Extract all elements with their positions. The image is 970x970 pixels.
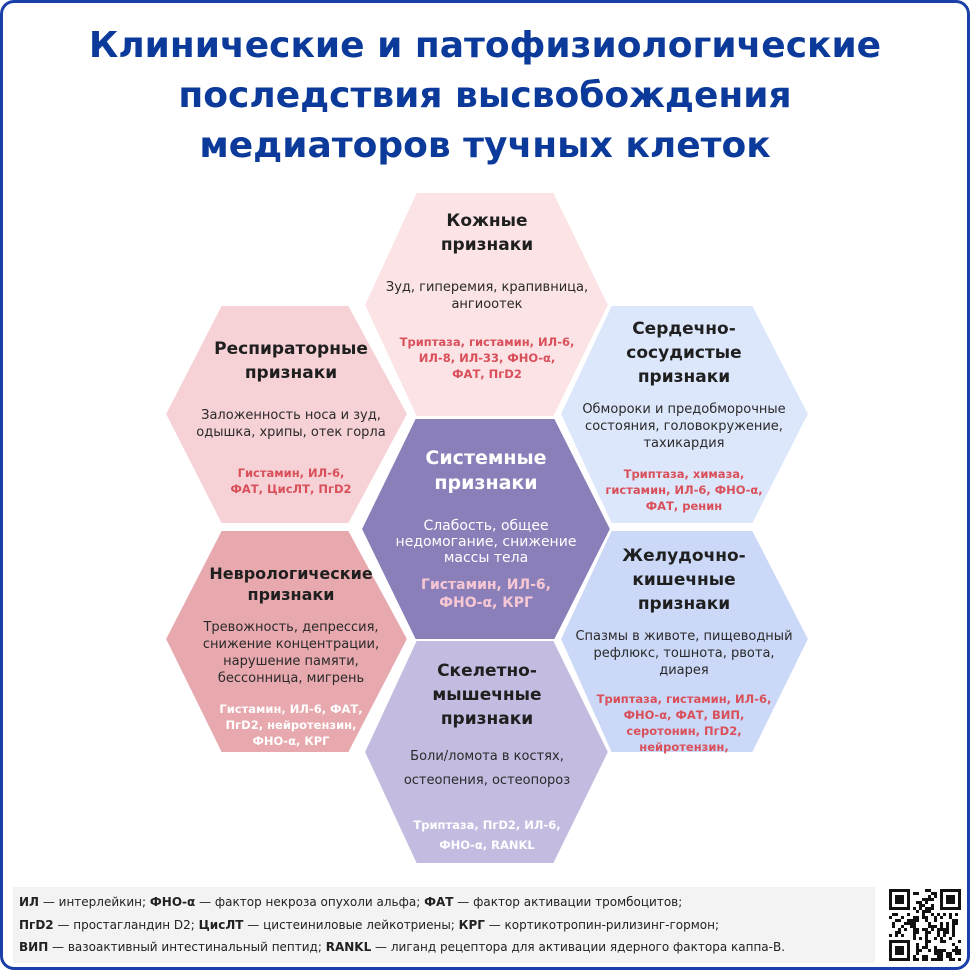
glossary-definition: — кортикотропин-рилизинг-гормон; (484, 918, 719, 932)
neuro-med-1: Гистамин, ИЛ-6, ФАТ, (219, 702, 363, 716)
glossary-definition: — фактор некроза опухоли альфа; (195, 895, 425, 909)
systemic-title-2: признаки (434, 472, 538, 494)
gi-med-2: ФНО-α, ФАТ, ВИП, (623, 708, 745, 722)
neuro-med-2: ПгD2, нейротензин, (225, 718, 357, 732)
neuro-med-3: ФНО-α, КРГ (252, 734, 330, 748)
glossary-definition: — вазоактивный интестинальный пептид; (48, 940, 326, 954)
glossary-definition: — фактор активации тромбоцитов; (453, 895, 683, 909)
respiratory-med-2: ФАТ, ЦисЛТ, ПгD2 (230, 482, 352, 496)
respiratory-desc-1: Заложенность носа и зуд, (201, 408, 381, 423)
glossary-abbr: RANKL (325, 940, 372, 954)
musculo-title-3: признаки (440, 709, 534, 729)
qr-code-icon[interactable] (889, 889, 961, 961)
systemic-title-1: Системные (425, 447, 547, 469)
glossary-definition: — простагландин D2; (53, 918, 199, 932)
glossary-definition: — лиганд рецептора для активации ядерного фактора каппа-В. (371, 940, 786, 954)
glossary-line-3 (19, 940, 785, 954)
neuro-title-2: признаки (247, 585, 335, 604)
musculo-desc-2: остеопения, остеопороз (403, 773, 571, 788)
musculo-title-1: Скелетно- (437, 661, 537, 681)
glossary-abbr: ФНО-α (149, 895, 196, 909)
skin-title-2: признаки (440, 235, 534, 255)
neuro-title-1: Неврологические (209, 564, 373, 583)
glossary-abbr: КРГ (458, 918, 485, 932)
musculo-med-2: ФНО-α, RANKL (439, 838, 535, 852)
glossary-line-2 (19, 918, 719, 932)
title-line-2: последствия высвобождения (178, 75, 792, 116)
gi-desc-2: рефлюкс, тошнота, рвота, (593, 646, 775, 661)
hex-systemic-content (379, 446, 593, 612)
cardio-title-2: сосудистые (626, 343, 742, 363)
respiratory-med-1: Гистамин, ИЛ-6, (237, 466, 345, 480)
gi-desc-3: диарея (659, 663, 709, 678)
musculo-med-1: Триптаза, ПгD2, ИЛ-6, (413, 818, 561, 832)
systemic-desc-2: недомогание, снижение (395, 534, 577, 550)
skin-med-2: ИЛ-8, ИЛ-33, ФНО-α, (418, 351, 556, 365)
title-line-3: медиаторов тучных клеток (199, 125, 771, 166)
cardio-med-3: ФАТ, ренин (645, 499, 723, 513)
gi-title-2: кишечные (632, 570, 736, 590)
respiratory-title-1: Респираторные (214, 339, 368, 359)
hex-skin-content (378, 209, 596, 382)
glossary-abbr: ИЛ (19, 895, 40, 909)
gi-med-4: нейротензин, (639, 740, 729, 754)
cardio-title-3: признаки (637, 367, 731, 387)
glossary-definition: — интерлейкин; (39, 895, 150, 909)
neuro-desc-4: бессонница, мигрень (217, 671, 365, 686)
neuro-desc-1: Тревожность, депрессия, (203, 620, 379, 635)
cardio-title-1: Сердечно- (632, 319, 736, 339)
respiratory-desc-2: одышка, хрипы, отек горла (196, 425, 386, 440)
neuro-desc-3: нарушение памяти, (223, 654, 359, 669)
cardio-med-1: Триптаза, химаза, (623, 467, 745, 481)
gi-title-1: Желудочно- (622, 546, 746, 566)
glossary-abbr: ФАТ (424, 895, 454, 909)
neuro-desc-2: снижение концентрации, (202, 637, 380, 652)
respiratory-title-2: признаки (244, 363, 338, 383)
cardio-desc-2: состояния, головокружение, (585, 419, 783, 434)
skin-title-1: Кожные (446, 211, 528, 231)
glossary-abbr: ПгD2 (19, 918, 54, 932)
gi-med-1: Триптаза, гистамин, ИЛ-6, (596, 692, 772, 706)
hex-respiratory-content (179, 337, 403, 497)
skin-med-1: Триптаза, гистамин, ИЛ-6, (399, 335, 575, 349)
musculo-title-2: мышечные (432, 685, 542, 705)
hex-cardio-content (569, 317, 799, 514)
cardio-desc-1: Обмороки и предобморочные (582, 402, 786, 417)
gi-med-3: серотонин, ПгD2, (626, 724, 742, 738)
gi-desc-1: Спазмы в животе, пищеводный (575, 629, 793, 644)
glossary-definition: — цистеиниловые лейкотриены; (243, 918, 459, 932)
systemic-desc-3: массы тела (443, 550, 529, 566)
cardio-med-2: гистамин, ИЛ-6, ФНО-α, (605, 483, 763, 497)
skin-med-3: ФАТ, ПгD2 (452, 367, 522, 381)
abbreviations-glossary (13, 887, 875, 963)
hex-gi-content (569, 544, 799, 755)
systemic-med-2: ФНО-α, КРГ (439, 595, 533, 611)
title-line-1: Клинические и патофизиологические (88, 25, 882, 66)
systemic-desc-1: Слабость, общее (423, 518, 549, 534)
glossary-line-1 (19, 895, 682, 909)
gi-title-3: признаки (637, 594, 731, 614)
glossary-abbr: ЦисЛТ (198, 918, 244, 932)
cardio-desc-3: тахикардия (643, 436, 725, 451)
musculo-desc-1: Боли/ломота в костях, (410, 749, 564, 764)
skin-desc-2: ангиоотек (451, 297, 523, 312)
skin-desc-1: Зуд, гиперемия, крапивница, (385, 280, 589, 295)
glossary-abbr: ВИП (19, 940, 49, 954)
hex-musculo-content (378, 659, 596, 855)
hex-neuro-content (179, 563, 403, 749)
systemic-med-1: Гистамин, ИЛ-6, (421, 577, 551, 593)
